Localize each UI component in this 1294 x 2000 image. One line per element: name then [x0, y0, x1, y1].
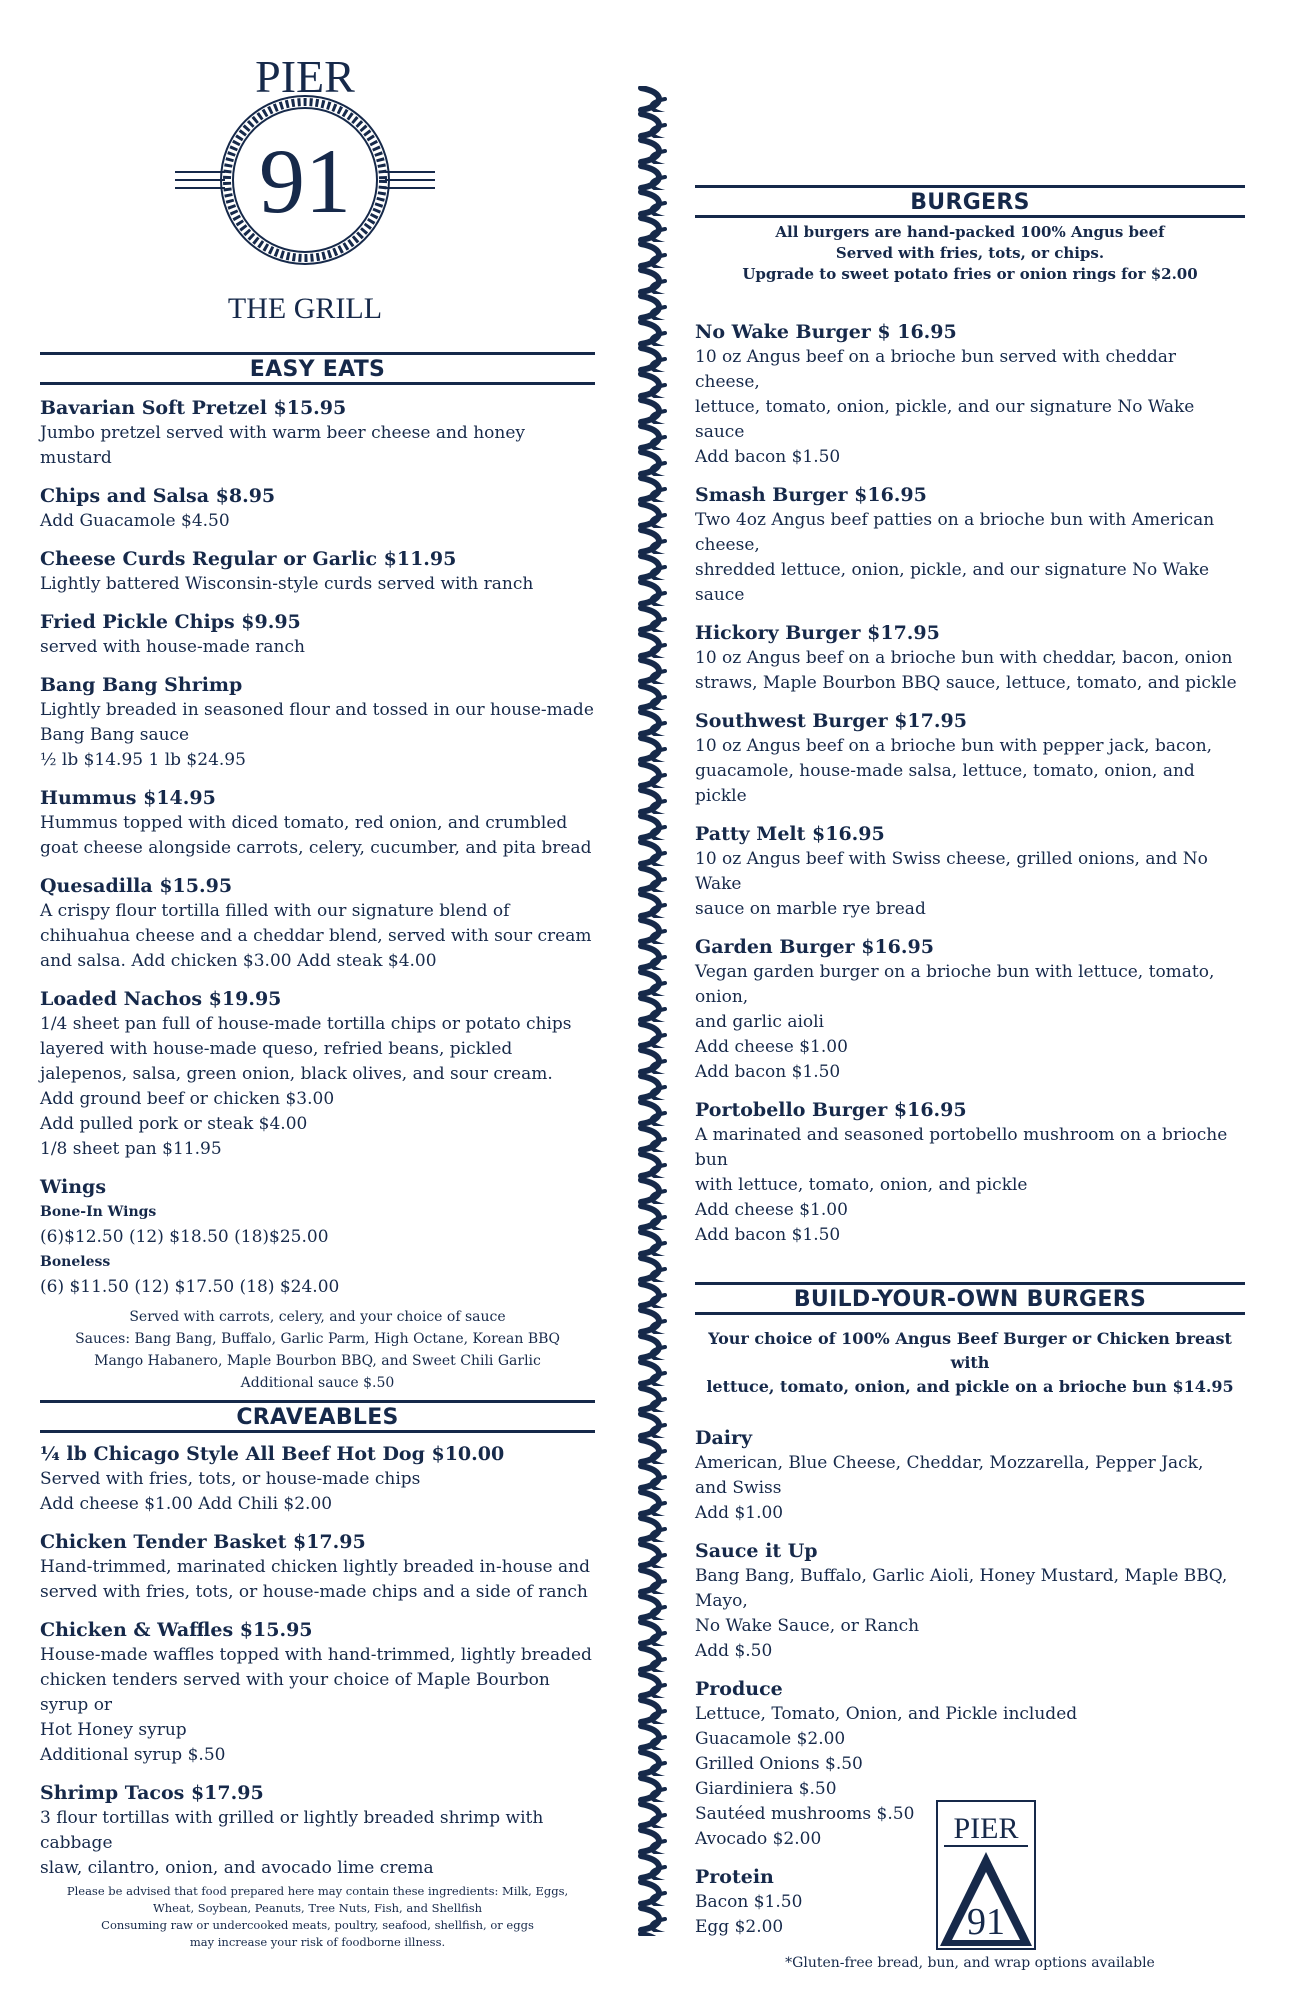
- pier-91-small-logo: [936, 1800, 1036, 1950]
- item-description: Sautéed mushrooms $.50: [695, 1804, 915, 1824]
- menu-item: [695, 482, 1245, 608]
- item-title: Garden Burger $16.95: [695, 936, 934, 958]
- item-description: 10 oz Angus beef with Swiss cheese, grilled onions, and No Wake: [695, 849, 1208, 894]
- item-description: Avocado $2.00: [695, 1829, 822, 1849]
- item-description: layered with house-made queso, refried beans, pickled: [40, 1039, 513, 1059]
- menu-item: [40, 672, 595, 773]
- item-description: House-made waffles topped with hand-trimmed, lightly breaded: [40, 1645, 592, 1665]
- item-description: American, Blue Cheese, Cheddar, Mozzarella, Pepper Jack,: [695, 1453, 1204, 1473]
- wings-note: Additional sauce $.50: [240, 1375, 395, 1391]
- item-description: goat cheese alongside carrots, celery, cucumber, and pita bread: [40, 838, 592, 858]
- item-title: Patty Melt $16.95: [695, 823, 885, 845]
- item-description: Jumbo pretzel served with warm beer cheese and honey: [40, 423, 526, 443]
- menu-item: [695, 821, 1245, 922]
- item-description: and salsa. Add chicken $3.00 Add steak $4.00: [40, 951, 437, 971]
- small-logo-pier: PIER: [953, 1812, 1019, 1845]
- item-description: Two 4oz Angus beef patties on a brioche bun with American cheese,: [695, 510, 1215, 555]
- item-description: Lightly battered Wisconsin-style curds served with ranch: [40, 574, 534, 594]
- craveables-heading: CRAVEABLES: [40, 1400, 595, 1433]
- menu-item: [40, 1617, 595, 1768]
- wings-note: Sauces: Bang Bang, Buffalo, Garlic Parm, High Octane, Korean BBQ: [75, 1331, 560, 1347]
- item-description: chicken tenders served with your choice of Maple Bourbon syrup or: [40, 1670, 550, 1715]
- wings-note: Served with carrots, celery, and your choice of sauce: [129, 1309, 506, 1325]
- allergen-disclaimer: [40, 1883, 595, 1951]
- bone-in-label: Bone-In Wings: [40, 1204, 157, 1220]
- item-description: Lettuce, Tomato, Onion, and Pickle included: [695, 1704, 1078, 1724]
- wings-item: [40, 1174, 595, 1394]
- item-description: Giardiniera $.50: [695, 1779, 837, 1799]
- item-description: Bacon $1.50: [695, 1892, 803, 1912]
- right-column: [695, 0, 1245, 1974]
- item-description: Grilled Onions $.50: [695, 1754, 863, 1774]
- item-description: 3 flour tortillas with grilled or lightly breaded shrimp with cabbage: [40, 1808, 544, 1853]
- item-title: Protein: [695, 1866, 774, 1888]
- item-description: Add pulled pork or steak $4.00: [40, 1114, 308, 1134]
- item-description: Add cheese $1.00: [695, 1037, 848, 1057]
- item-description: Hand-trimmed, marinated chicken lightly breaded in-house and: [40, 1557, 590, 1577]
- disclaimer-line: Wheat, Soybean, Peanuts, Tree Nuts, Fish, and Shellfish: [152, 1901, 483, 1915]
- item-title: Chips and Salsa $8.95: [40, 485, 276, 507]
- menu-item: [40, 1441, 595, 1517]
- item-description: Add bacon $1.50: [695, 1225, 841, 1245]
- item-description: slaw, cilantro, onion, and avocado lime crema: [40, 1858, 434, 1878]
- small-logo-number: 91: [967, 1901, 1005, 1943]
- topping-group: [695, 1425, 1245, 1526]
- logo-grill-text: THE GRILL: [227, 292, 383, 325]
- boneless-label: Boneless: [40, 1254, 111, 1270]
- menu-item: [695, 934, 1245, 1085]
- item-title: No Wake Burger $ 16.95: [695, 321, 957, 343]
- logo-pier-text: PIER: [255, 51, 355, 102]
- item-description: straws, Maple Bourbon BBQ sauce, lettuce, tomato, and pickle: [695, 673, 1237, 693]
- disclaimer-line: Please be advised that food prepared here may contain these ingredients: Milk, Eggs,: [66, 1884, 569, 1898]
- item-description: A crispy flour tortilla filled with our signature blend of: [40, 901, 510, 921]
- item-title: Bang Bang Shrimp: [40, 674, 243, 696]
- item-description: Add bacon $1.50: [695, 1062, 841, 1082]
- burgers-list: [695, 319, 1245, 1248]
- byo-intro: lettuce, tomato, onion, and pickle on a brioche bun $14.95: [706, 1377, 1234, 1396]
- item-description: 1/8 sheet pan $11.95: [40, 1139, 222, 1159]
- item-description: Guacamole $2.00: [695, 1729, 846, 1749]
- item-description: Egg $2.00: [695, 1917, 784, 1937]
- item-description: chihuahua cheese and a cheddar blend, served with sour cream: [40, 926, 592, 946]
- item-description: with lettuce, tomato, onion, and pickle: [695, 1175, 1028, 1195]
- item-title: Fried Pickle Chips $9.95: [40, 611, 301, 633]
- item-description: served with house-made ranch: [40, 637, 305, 657]
- item-description: Add Guacamole $4.50: [40, 511, 230, 531]
- item-description: 10 oz Angus beef on a brioche bun served with cheddar cheese,: [695, 347, 1177, 392]
- item-description: shredded lettuce, onion, pickle, and our signature No Wake sauce: [695, 560, 1210, 605]
- item-description: Mayo,: [695, 1591, 748, 1611]
- item-title: Quesadilla $15.95: [40, 875, 233, 897]
- item-description: lettuce, tomato, onion, pickle, and our signature No Wake sauce: [695, 397, 1195, 442]
- menu-item: [40, 609, 595, 660]
- gluten-free-note: *Gluten-free bread, bun, and wrap options available: [785, 1955, 1155, 1971]
- item-description: 10 oz Angus beef on a brioche bun with cheddar, bacon, onion: [695, 648, 1233, 668]
- item-description: Bang Bang sauce: [40, 725, 190, 745]
- item-description: Add cheese $1.00: [695, 1200, 848, 1220]
- item-description: mustard: [40, 448, 112, 468]
- item-title: Loaded Nachos $19.95: [40, 988, 282, 1010]
- burgers-intro: Upgrade to sweet potato fries or onion rings for $2.00: [742, 265, 1198, 283]
- byo-heading: BUILD-YOUR-OWN BURGERS: [695, 1282, 1245, 1315]
- byo-intro: Your choice of 100% Angus Beef Burger or Chicken breast with: [708, 1329, 1232, 1372]
- menu-item: [40, 395, 595, 471]
- item-description: Bang Bang, Buffalo, Garlic Aioli, Honey Mustard, Maple BBQ,: [695, 1566, 1228, 1586]
- boneless-prices: (6) $11.50 (12) $17.50 (18) $24.00: [40, 1277, 340, 1297]
- item-description: sauce on marble rye bread: [695, 899, 926, 919]
- item-description: Served with fries, tots, or house-made chips: [40, 1469, 421, 1489]
- topping-group: [695, 1538, 1245, 1664]
- item-description: and Swiss: [695, 1478, 782, 1498]
- item-title: Smash Burger $16.95: [695, 484, 927, 506]
- bone-in-prices: (6)$12.50 (12) $18.50 (18)$25.00: [40, 1227, 329, 1247]
- menu-item: [40, 986, 595, 1162]
- menu-item: [40, 873, 595, 974]
- rope-divider: [637, 86, 669, 1936]
- item-description: and garlic aioli: [695, 1012, 824, 1032]
- menu-item: [40, 483, 595, 534]
- item-title: Sauce it Up: [695, 1540, 818, 1562]
- item-title: Chicken Tender Basket $17.95: [40, 1531, 366, 1553]
- item-title: Southwest Burger $17.95: [695, 710, 967, 732]
- item-title: ¼ lb Chicago Style All Beef Hot Dog $10.00: [40, 1443, 505, 1465]
- item-description: 1/4 sheet pan full of house-made tortilla chips or potato chips: [40, 1014, 572, 1034]
- easy-eats-list: [40, 395, 595, 1162]
- logo-number: 91: [259, 130, 351, 232]
- menu-item: [40, 1529, 595, 1605]
- disclaimer-line: Consuming raw or undercooked meats, poultry, seafood, shellfish, or eggs: [101, 1918, 534, 1932]
- menu-item: [695, 620, 1245, 696]
- wings-note: Mango Habanero, Maple Bourbon BBQ, and Sweet Chili Garlic: [94, 1353, 541, 1369]
- item-description: Add ground beef or chicken $3.00: [40, 1089, 335, 1109]
- easy-eats-heading: EASY EATS: [40, 352, 595, 385]
- item-description: 10 oz Angus beef on a brioche bun with pepper jack, bacon,: [695, 736, 1213, 756]
- burgers-intro: Served with fries, tots, or chips.: [835, 244, 1105, 262]
- item-description: Lightly breaded in seasoned flour and tossed in our house-made: [40, 700, 594, 720]
- left-column: [40, 0, 595, 1893]
- burgers-heading: BURGERS: [695, 185, 1245, 218]
- item-description: A marinated and seasoned portobello mushroom on a brioche bun: [695, 1125, 1228, 1170]
- menu-item: [40, 785, 595, 861]
- item-title: Cheese Curds Regular or Garlic $11.95: [40, 548, 457, 570]
- wings-title: Wings: [40, 1176, 107, 1198]
- item-description: served with fries, tots, or house-made chips and a side of ranch: [40, 1582, 588, 1602]
- menu-item: [40, 1780, 595, 1881]
- item-title: Shrimp Tacos $17.95: [40, 1782, 264, 1804]
- menu-item: [695, 708, 1245, 809]
- item-title: Chicken & Waffles $15.95: [40, 1619, 313, 1641]
- item-description: Vegan garden burger on a brioche bun with lettuce, tomato, onion,: [695, 962, 1215, 1007]
- item-description: Hummus topped with diced tomato, red onion, and crumbled: [40, 813, 568, 833]
- item-title: Bavarian Soft Pretzel $15.95: [40, 397, 347, 419]
- menu-item: [695, 319, 1245, 470]
- item-description: No Wake Sauce, or Ranch: [695, 1616, 920, 1636]
- item-description: Additional syrup $.50: [40, 1745, 226, 1765]
- item-description: Add $.50: [695, 1641, 773, 1661]
- item-description: guacamole, house-made salsa, lettuce, tomato, onion, and pickle: [695, 761, 1195, 806]
- item-title: Dairy: [695, 1427, 753, 1449]
- item-description: Add cheese $1.00 Add Chili $2.00: [40, 1494, 333, 1514]
- item-title: Hickory Burger $17.95: [695, 622, 940, 644]
- item-description: ½ lb $14.95 1 lb $24.95: [40, 750, 246, 770]
- craveables-list: [40, 1441, 595, 1881]
- disclaimer-line: may increase your risk of foodborne illness.: [189, 1935, 446, 1949]
- menu-item: [40, 546, 595, 597]
- menu-item: [695, 1097, 1245, 1248]
- item-description: Hot Honey syrup: [40, 1720, 187, 1740]
- item-description: jalepenos, salsa, green onion, black olives, and sour cream.: [40, 1064, 553, 1084]
- item-title: Portobello Burger $16.95: [695, 1099, 967, 1121]
- item-title: Hummus $14.95: [40, 787, 216, 809]
- item-description: Add $1.00: [695, 1503, 784, 1523]
- burgers-intro: All burgers are hand-packed 100% Angus beef: [775, 223, 1165, 241]
- item-description: Add bacon $1.50: [695, 447, 841, 467]
- item-title: Produce: [695, 1678, 783, 1700]
